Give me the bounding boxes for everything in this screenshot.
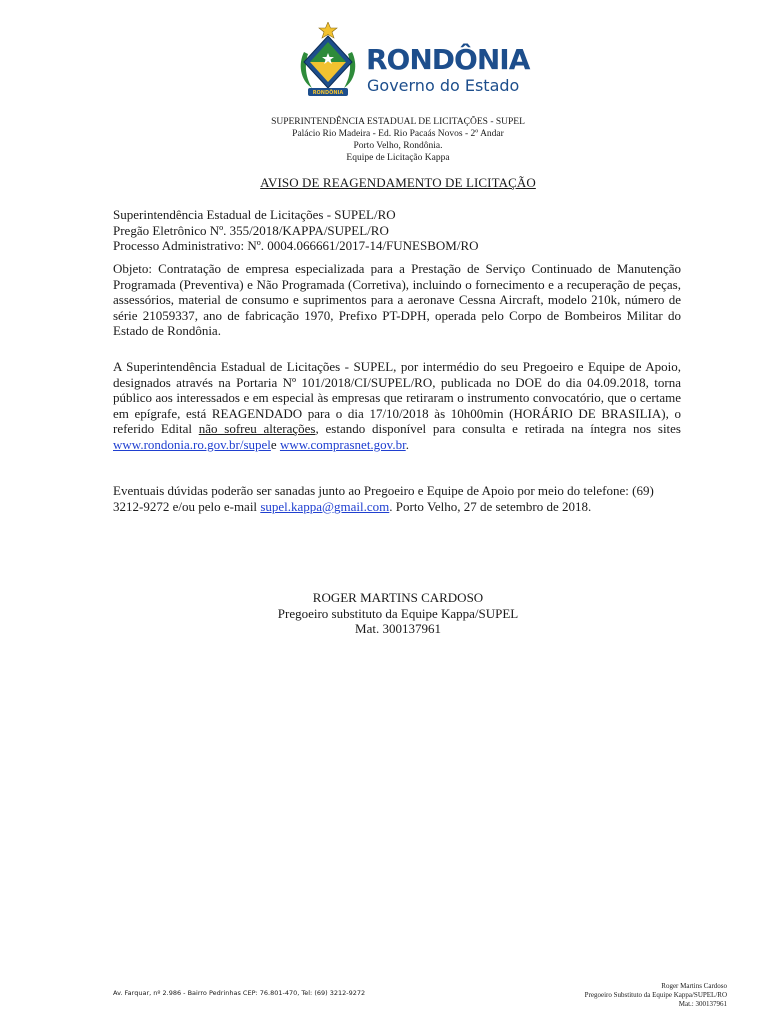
- announcement-text: .: [405, 436, 409, 452]
- footer-signer-role: Pregoeiro Substituto da Equipe Kappa/SUPEL/RO: [584, 991, 727, 999]
- org-line: Palácio Rio Madeira - Ed. Rio Pacaás Novos - 2º Andar: [292, 129, 504, 139]
- state-crest-icon: [294, 22, 362, 102]
- org-address: [0, 116, 770, 164]
- org-line: Porto Velho, Rondônia.: [353, 141, 443, 151]
- document-title: AVISO DE REAGENDAMENTO DE LICITAÇÃO: [260, 175, 536, 190]
- email-link[interactable]: supel.kappa@gmail.com: [260, 498, 390, 514]
- objeto-paragraph: Objeto: Contratação de empresa especializada para a Prestação de Serviço Continuado de Manutenção Programada (Preventiva) e Não Programada (Corretiva), incluindo o fornecimento e a recuperação de peças, assessórios, material de consumo e suprimentos para a aeronave Cessna Aircraft, modelo 210k, número de série 21059337, ano de fabricação 1970, Prefixo PT-DPH, operada pelo Corpo de Bombeiros Militar do Estado de Rondônia.: [113, 261, 681, 338]
- reference-line: Superintendência Estadual de Licitações - SUPEL/RO: [113, 207, 396, 222]
- footer-signer-registration: Mat.: 300137961: [678, 1000, 727, 1008]
- crest-banner-text: RONDÔNIA: [312, 90, 344, 97]
- rondonia-supel-link[interactable]: www.rondonia.ro.gov.br/supel: [113, 436, 271, 452]
- announcement-text: A Superintendência Estadual de Licitações - SUPEL, por intermédio do seu Pregoeiro e Equipe de Apoio, designados através na Portaria Nº 101/2018/CI/SUPEL/RO, publicada no DOE do dia 04.09.2018, torna público aos interessados e em especial às empresas que retiraram o instrumento convocatório, que o certame em epígrafe, está REAGENDADO para o dia 17/10/2018 às 10h00min (HORÁRIO DE BRASILIA), o referido Edital: [113, 359, 681, 436]
- comprasnet-link[interactable]: www.comprasnet.gov.br: [279, 436, 406, 452]
- contact-paragraph: [113, 483, 681, 514]
- signature-block: [0, 590, 770, 637]
- footer-signer-name: Roger Martins Cardoso: [661, 982, 727, 990]
- reference-line: Processo Administrativo: Nº. 0004.066661/2017-14/FUNESBOM/RO: [113, 238, 479, 253]
- signer-name: ROGER MARTINS CARDOSO: [312, 590, 484, 605]
- org-line: Equipe de Licitação Kappa: [346, 153, 450, 163]
- contact-text: Eventuais dúvidas poderão ser sanadas junto ao Pregoeiro e Equipe de Apoio por meio do telefone: (69) 3212-9272 e/ou pelo e-mail: [113, 483, 654, 514]
- rondonia-logo: [288, 22, 530, 102]
- brand-subtitle: Governo do Estado: [367, 76, 520, 95]
- references-block: [113, 207, 681, 254]
- no-changes-text: não sofreu alterações: [198, 421, 316, 436]
- org-line: SUPERINTENDÊNCIA ESTADUAL DE LICITAÇÕES - SUPEL: [271, 117, 525, 127]
- announcement-text: , estando disponível para consulta e retirada na íntegra nos sites: [315, 421, 681, 436]
- reference-line: Pregão Eletrônico Nº. 355/2018/KAPPA/SUPEL/RO: [113, 222, 389, 238]
- footer-address: Av. Farquar, nº 2.986 - Bairro Pedrinhas CEP: 76.801-470, Tel: (69) 3212-9272: [113, 989, 366, 997]
- signer-registration: Mat. 300137961: [355, 621, 441, 636]
- signer-role: Pregoeiro substituto da Equipe Kappa/SUPEL: [277, 605, 519, 621]
- footer-signature: [585, 982, 727, 1009]
- contact-text: . Porto Velho, 27 de setembro de 2018.: [389, 498, 592, 514]
- announcement-text: e: [270, 436, 280, 452]
- announcement-paragraph: [113, 359, 681, 452]
- brand-name: RONDÔNIA: [366, 43, 530, 76]
